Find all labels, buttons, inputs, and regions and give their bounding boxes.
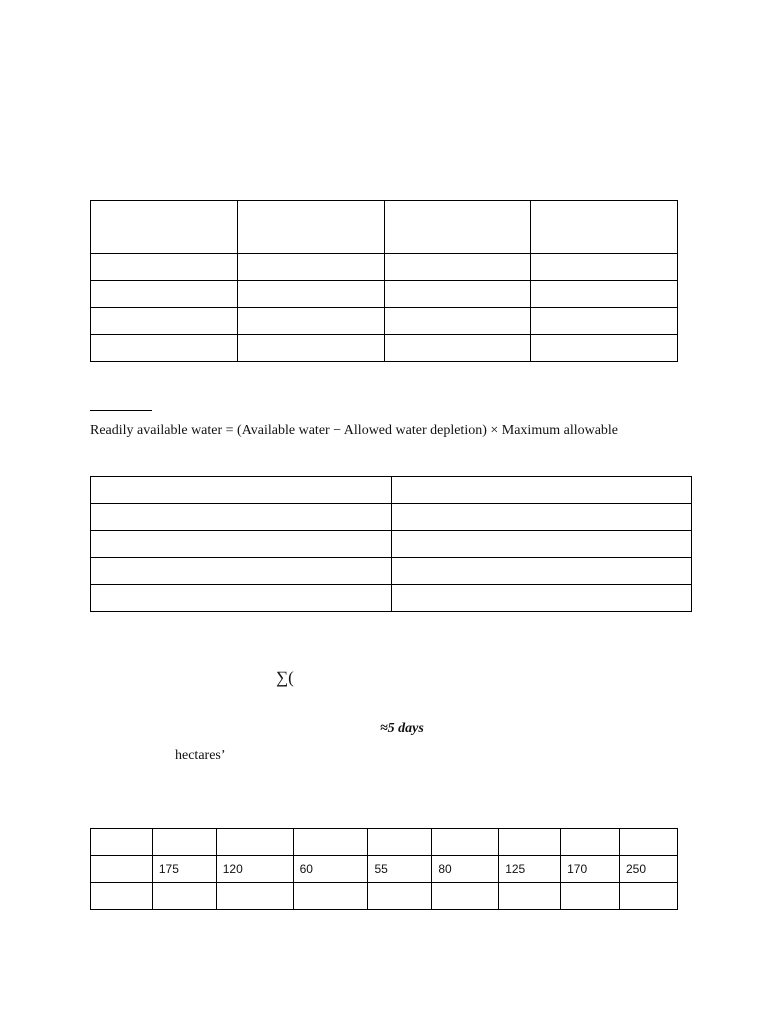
table-3-cell xyxy=(620,829,678,856)
table-1-cell xyxy=(91,308,238,335)
table-3-cell xyxy=(216,883,293,910)
table-3-cell xyxy=(368,883,432,910)
table-2-cell xyxy=(91,477,392,504)
table-1-cell xyxy=(91,335,238,362)
table-1-cell xyxy=(384,335,531,362)
table-1-cell xyxy=(237,201,384,254)
table-1-cell xyxy=(531,201,678,254)
table-3-cell xyxy=(561,829,620,856)
table-2-cell xyxy=(91,558,392,585)
table-1-row xyxy=(91,308,678,335)
table-3-cell: 60 xyxy=(293,856,368,883)
table-2-cell xyxy=(392,585,692,612)
table-1 xyxy=(90,200,678,362)
table-3-cell: 175 xyxy=(152,856,216,883)
table-2-row xyxy=(91,504,692,531)
table-3-cell: 250 xyxy=(620,856,678,883)
table-3-cell xyxy=(432,829,499,856)
table-3-cell xyxy=(620,883,678,910)
table-3-row xyxy=(91,856,678,883)
table-1-cell xyxy=(91,254,238,281)
table-1-cell xyxy=(384,254,531,281)
table-3-cell: 80 xyxy=(432,856,499,883)
table-3-cell xyxy=(432,883,499,910)
table-1-cell xyxy=(531,254,678,281)
readily-available-water-text: Readily available water = (Available water − Allowed water depletion) × Maximum allowable xyxy=(90,423,619,438)
table-2-row xyxy=(91,531,692,558)
table-3-row xyxy=(91,883,678,910)
table-3-cell: 125 xyxy=(499,856,561,883)
summation-symbol: ∑( xyxy=(276,668,294,687)
table-1-cell xyxy=(531,281,678,308)
table-2-row xyxy=(91,585,692,612)
table-1-cell xyxy=(237,308,384,335)
footnote-rule xyxy=(90,410,152,411)
table-1-cell xyxy=(237,335,384,362)
table-3-cell xyxy=(216,829,293,856)
table-1-cell xyxy=(237,281,384,308)
table-3-cell xyxy=(293,883,368,910)
table-2-cell xyxy=(91,531,392,558)
table-2-cell xyxy=(91,585,392,612)
table-3-cell xyxy=(91,829,153,856)
table-2-cell xyxy=(392,558,692,585)
table-1-cell xyxy=(91,201,238,254)
table-3-cell xyxy=(499,829,561,856)
table-1-cell xyxy=(384,201,531,254)
table-2-row xyxy=(91,558,692,585)
table-1-row xyxy=(91,335,678,362)
table-3-cell xyxy=(368,829,432,856)
table-3-cell xyxy=(91,856,153,883)
table-1-cell xyxy=(531,335,678,362)
table-3-cell xyxy=(499,883,561,910)
table-3-cell: 170 xyxy=(561,856,620,883)
table-3-cell xyxy=(152,883,216,910)
table-1-cell xyxy=(531,308,678,335)
table-1-cell xyxy=(384,308,531,335)
table-3-cell xyxy=(152,829,216,856)
table-3-cell: 120 xyxy=(216,856,293,883)
table-1-cell xyxy=(384,281,531,308)
table-2 xyxy=(90,476,692,612)
table-1-row xyxy=(91,281,678,308)
table-2-cell xyxy=(392,504,692,531)
table-1-cell xyxy=(91,281,238,308)
table-1-row xyxy=(91,201,678,254)
table-3-cell xyxy=(293,829,368,856)
table-2-cell xyxy=(392,477,692,504)
table-3-cell xyxy=(91,883,153,910)
table-2-row xyxy=(91,477,692,504)
table-3-cell xyxy=(561,883,620,910)
hectares-text: hectares’ xyxy=(175,748,226,763)
table-3-cell: 55 xyxy=(368,856,432,883)
table-3-row xyxy=(91,829,678,856)
table-2-cell xyxy=(392,531,692,558)
table-1-row xyxy=(91,254,678,281)
table-2-cell xyxy=(91,504,392,531)
days-result: ≈5 days xyxy=(380,721,424,736)
table-3 xyxy=(90,828,678,910)
table-1-cell xyxy=(237,254,384,281)
